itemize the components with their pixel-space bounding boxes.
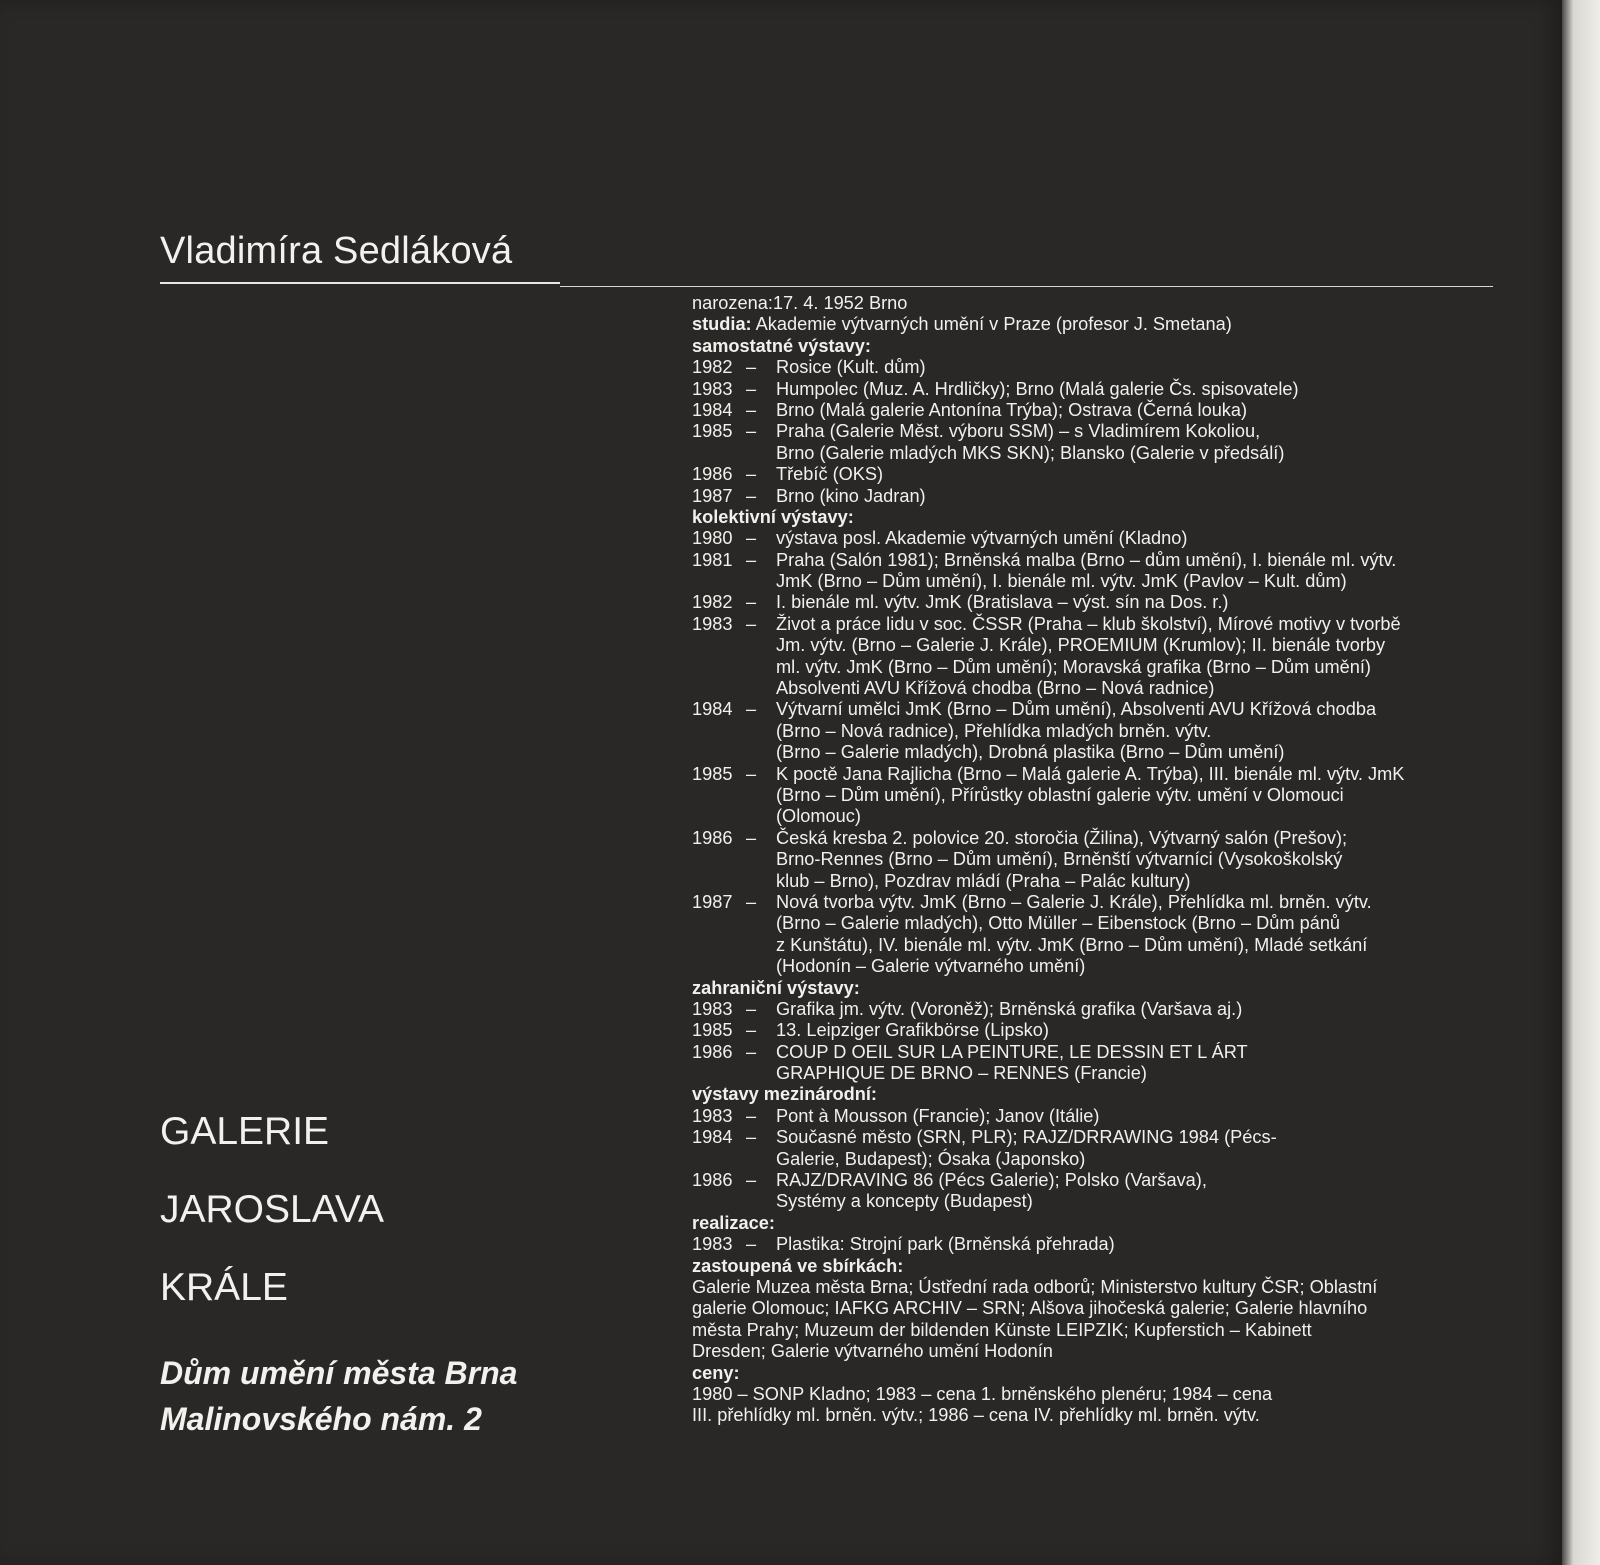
entry-year: 1980 <box>692 528 733 549</box>
entry-year: 1983 <box>692 998 733 1019</box>
entry-text: K poctě Jana Rajlicha (Brno – Malá galerie A. Trýba), III. bienále ml. výtv. JmK <box>776 763 1405 784</box>
entry-year: 1981 <box>692 549 733 570</box>
entry-text: Současné město (SRN, PLR); RAJZ/DRRAWING 1984 (Pécs- <box>776 1127 1277 1148</box>
solo-exhibitions-heading: samostatné výstavy: <box>692 335 871 356</box>
entry-dash: – <box>746 1170 757 1191</box>
entry-dash: – <box>746 1127 757 1148</box>
exhibition-entry <box>692 592 1492 613</box>
realizations-heading: realizace: <box>692 1212 775 1233</box>
entry-text: Život a práce lidu v soc. ČSSR (Praha – klub školství), Mírové motivy v tvorbě <box>776 613 1401 634</box>
text-line: Galerie Muzea města Brna; Ústřední rada odborů; Ministerstvo kultury ČSR; Oblastní <box>692 1276 1378 1297</box>
entry-dash: – <box>746 1041 757 1062</box>
exhibition-entry <box>692 1042 1492 1063</box>
entry-text: Česká kresba 2. polovice 20. storočia (Žilina), Výtvarný salón (Prešov); <box>776 827 1348 848</box>
exhibition-entry-continuation: (Brno – Galerie mladých), Otto Müller – Eibenstock (Brno – Dům pánů <box>776 913 1341 934</box>
entry-year: 1984 <box>692 399 733 420</box>
gallery-line: JAROSLAVA <box>160 1188 384 1231</box>
awards-heading: ceny: <box>692 1362 740 1383</box>
exhibition-entry <box>692 999 1492 1020</box>
title-underline <box>160 282 560 284</box>
text-line: galerie Olomouc; IAFKG ARCHIV – SRN; Alšova jihočeská galerie; Galerie hlavního <box>692 1298 1368 1319</box>
entry-text: I. bienále ml. výtv. JmK (Bratislava – výst. sín na Dos. r.) <box>776 592 1229 613</box>
group-exhibitions-heading: kolektivní výstavy: <box>692 506 854 527</box>
international-exhibitions-heading: výstavy mezinárodní: <box>692 1084 877 1105</box>
studies-line <box>692 314 1492 335</box>
foreign-exhibitions-heading: zahraniční výstavy: <box>692 977 860 998</box>
entry-text: Brno (kino Jadran) <box>776 485 926 506</box>
gallery-line: GALERIE <box>160 1110 330 1153</box>
exhibition-entry-continuation: Brno (Galerie mladých MKS SKN); Blansko (Galerie v předsálí) <box>776 442 1285 463</box>
exhibition-entry-continuation: z Kunštátu), IV. bienále ml. výtv. JmK (Brno – Dům umění), Mladé setkání <box>776 934 1368 955</box>
artist-name: Vladimíra Sedláková <box>160 230 513 272</box>
entry-year: 1986 <box>692 1170 733 1191</box>
entry-dash: – <box>746 891 757 912</box>
exhibition-entry <box>692 1170 1492 1191</box>
entry-text: Výtvarní umělci JmK (Brno – Dům umění), Absolventi AVU Křížová chodba <box>776 699 1377 720</box>
exhibition-entry-continuation: ml. výtv. JmK (Brno – Dům umění); Moravská grafika (Brno – Dům umění) <box>776 656 1371 677</box>
entry-year: 1983 <box>692 1234 733 1255</box>
entry-year: 1986 <box>692 827 733 848</box>
gallery-line: KRÁLE <box>160 1266 288 1309</box>
exhibition-entry-continuation: JmK (Brno – Dům umění), I. bienále ml. výtv. JmK (Pavlov – Kult. dům) <box>776 571 1347 592</box>
entry-text: COUP D OEIL SUR LA PEINTURE, LE DESSIN ET L ÁRT <box>776 1041 1248 1062</box>
entry-year: 1982 <box>692 357 733 378</box>
entry-text: Humpolec (Muz. A. Hrdličky); Brno (Malá galerie Čs. spisovatele) <box>776 378 1299 399</box>
realizations-list <box>692 1234 1492 1255</box>
page-edge <box>1562 0 1600 1565</box>
entry-dash: – <box>746 699 757 720</box>
birth-line: narozena:17. 4. 1952 Brno <box>692 293 908 313</box>
exhibition-entry <box>692 550 1492 571</box>
exhibition-entry <box>692 528 1492 549</box>
exhibition-entry-continuation: (Brno – Nová radnice), Přehlídka mladých brněn. výtv. <box>776 720 1212 741</box>
entry-year: 1983 <box>692 613 733 634</box>
divider-line <box>560 286 1493 287</box>
exhibition-entry-continuation: Absolventi AVU Křížová chodba (Brno – Nová radnice) <box>776 678 1215 699</box>
exhibition-entry-continuation: Brno-Rennes (Brno – Dům umění), Brněnští výtvarníci (Vysokoškolský <box>776 849 1343 870</box>
venue-address <box>160 1350 517 1442</box>
text-line: Dresden; Galerie výtvarného umění Hodonín <box>692 1341 1053 1362</box>
venue-line: Malinovského nám. 2 <box>160 1401 482 1437</box>
entry-dash: – <box>746 613 757 634</box>
biography <box>692 293 1492 1427</box>
entry-dash: – <box>746 485 757 506</box>
entry-text: Nová tvorba výtv. JmK (Brno – Galerie J. Krále), Přehlídka ml. brněn. výtv. <box>776 891 1372 912</box>
venue-line: Dům umění města Brna <box>160 1355 518 1391</box>
entry-text: RAJZ/DRAVING 86 (Pécs Galerie); Polsko (Varšava), <box>776 1170 1207 1191</box>
entry-text: 13. Leipziger Grafikbörse (Lipsko) <box>776 1020 1049 1041</box>
entry-text: Pont à Mousson (Francie); Janov (Itálie) <box>776 1105 1100 1126</box>
entry-year: 1985 <box>692 1020 733 1041</box>
exhibition-entry-continuation: Galerie, Budapest); Ósaka (Japonsko) <box>776 1148 1086 1169</box>
exhibition-entry-continuation: (Hodonín – Galerie výtvarného umění) <box>776 956 1086 977</box>
entry-year: 1985 <box>692 763 733 784</box>
entry-text: Třebíč (OKS) <box>776 464 884 485</box>
entry-year: 1987 <box>692 891 733 912</box>
entry-year: 1986 <box>692 464 733 485</box>
text-line: III. přehlídky ml. brněn. výtv.; 1986 – cena IV. přehlídky ml. brněn. výtv. <box>692 1405 1260 1426</box>
entry-dash: – <box>746 421 757 442</box>
exhibition-entry <box>692 1106 1492 1127</box>
exhibition-entry-continuation: (Brno – Dům umění), Přírůstky oblastní galerie výtv. umění v Olomouci <box>776 784 1344 805</box>
exhibition-entry-continuation: Jm. výtv. (Brno – Galerie J. Krále), PROEMIUM (Krumlov); II. bienále tvorby <box>776 635 1386 656</box>
exhibition-entry <box>692 464 1492 485</box>
entry-dash: – <box>746 827 757 848</box>
entry-dash: – <box>746 399 757 420</box>
exhibition-entry <box>692 614 1492 635</box>
entry-text: Praha (Galerie Měst. výboru SSM) – s Vladimírem Kokoliou, <box>776 421 1261 442</box>
exhibition-entry <box>692 486 1492 507</box>
entry-year: 1986 <box>692 1041 733 1062</box>
exhibition-entry <box>692 1020 1492 1041</box>
entry-dash: – <box>746 1020 757 1041</box>
entry-text: Praha (Salón 1981); Brněnská malba (Brno – dům umění), I. bienále ml. výtv. <box>776 549 1397 570</box>
entry-dash: – <box>746 549 757 570</box>
exhibition-entry <box>692 699 1492 720</box>
exhibition-entry-continuation: (Olomouc) <box>776 806 861 827</box>
entry-dash: – <box>746 464 757 485</box>
group-exhibitions-list <box>692 528 1492 977</box>
entry-year: 1987 <box>692 485 733 506</box>
exhibition-entry <box>692 828 1492 849</box>
entry-year: 1984 <box>692 1127 733 1148</box>
exhibition-entry-continuation: klub – Brno), Pozdrav mládí (Praha – Palác kultury) <box>776 870 1191 891</box>
entry-dash: – <box>746 357 757 378</box>
text-line: města Prahy; Muzeum der bildenden Künste LEIPZIK; Kupferstich – Kabinett <box>692 1319 1312 1340</box>
entry-dash: – <box>746 378 757 399</box>
entry-text: Plastika: Strojní park (Brněnská přehrada) <box>776 1234 1115 1255</box>
entry-text: Brno (Malá galerie Antonína Trýba); Ostrava (Černá louka) <box>776 399 1248 420</box>
entry-year: 1983 <box>692 378 733 399</box>
gallery-name <box>160 1110 384 1344</box>
studies-text: Akademie výtvarných umění v Praze (profesor J. Smetana) <box>751 314 1232 335</box>
entry-text: výstava posl. Akademie výtvarných umění (Kladno) <box>776 528 1188 549</box>
entry-text: Grafika jm. výtv. (Voroněž); Brněnská grafika (Varšava aj.) <box>776 998 1243 1019</box>
exhibition-entry-continuation: GRAPHIQUE DE BRNO – RENNES (Francie) <box>776 1063 1147 1084</box>
entry-year: 1985 <box>692 421 733 442</box>
exhibition-entry <box>692 892 1492 913</box>
exhibition-entry <box>692 421 1492 442</box>
exhibition-entry-continuation: (Brno – Galerie mladých), Drobná plastika (Brno – Dům umění) <box>776 742 1285 763</box>
entry-year: 1984 <box>692 699 733 720</box>
entry-dash: – <box>746 998 757 1019</box>
collections-text <box>692 1277 1492 1363</box>
entry-dash: – <box>746 1234 757 1255</box>
exhibition-entry <box>692 400 1492 421</box>
entry-text: Rosice (Kult. dům) <box>776 357 926 378</box>
entry-dash: – <box>746 592 757 613</box>
studies-label: studia: <box>692 314 752 335</box>
solo-exhibitions-list <box>692 357 1492 507</box>
collections-heading: zastoupená ve sbírkách: <box>692 1255 904 1276</box>
text-line: 1980 – SONP Kladno; 1983 – cena 1. brněnského plenéru; 1984 – cena <box>692 1383 1273 1404</box>
awards-text <box>692 1384 1492 1427</box>
exhibition-entry <box>692 1127 1492 1148</box>
entry-year: 1983 <box>692 1105 733 1126</box>
entry-dash: – <box>746 528 757 549</box>
entry-dash: – <box>746 1105 757 1126</box>
exhibition-entry <box>692 357 1492 378</box>
entry-year: 1982 <box>692 592 733 613</box>
entry-dash: – <box>746 763 757 784</box>
exhibition-entry-continuation: Systémy a koncepty (Budapest) <box>776 1191 1033 1212</box>
exhibition-entry <box>692 379 1492 400</box>
exhibition-entry <box>692 1234 1492 1255</box>
exhibition-entry <box>692 764 1492 785</box>
international-exhibitions-list <box>692 1106 1492 1213</box>
foreign-exhibitions-list <box>692 999 1492 1085</box>
